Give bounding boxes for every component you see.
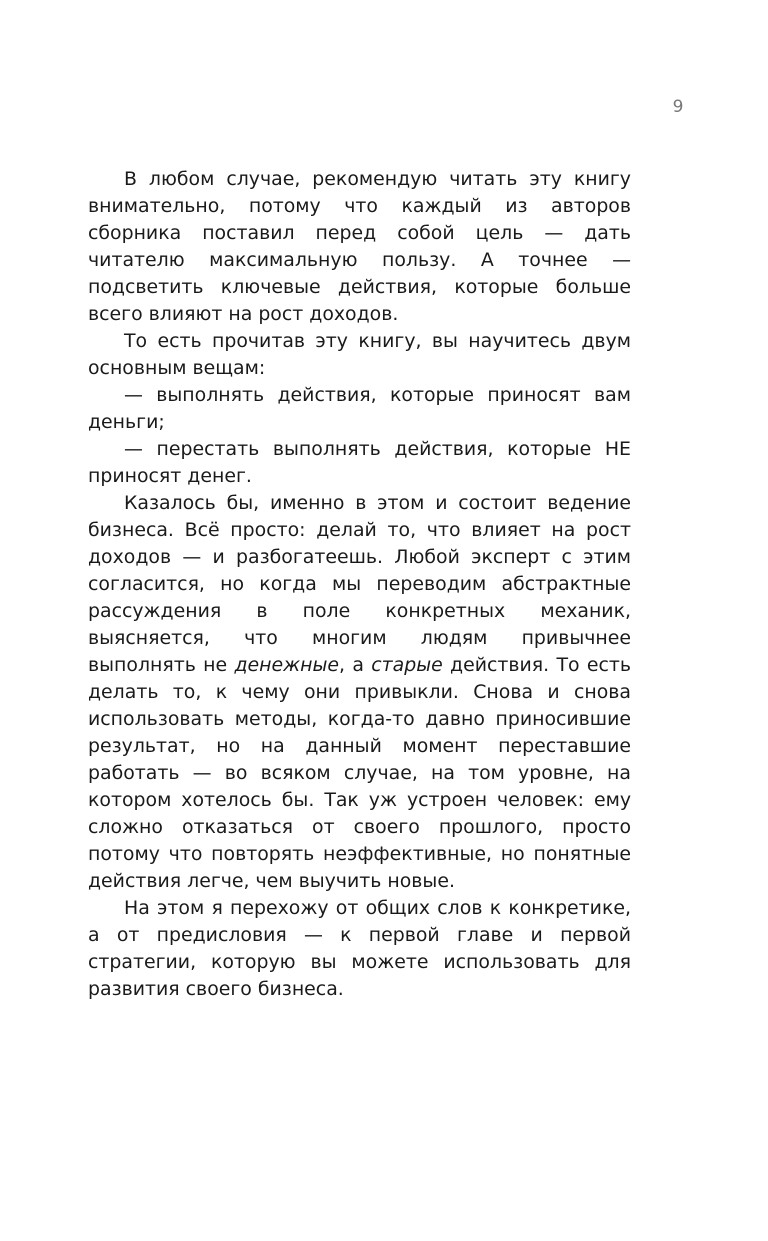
list-item: — выполнять действия, которые приносят вам деньги; bbox=[88, 384, 631, 433]
paragraph: В любом случае, рекомендую читать эту книгу внимательно, потому что каждый из авторов сборника поставил перед собой цель — дать читателю максимальную пользу. А точнее — подсветить ключевые действия, которые больше всего влияют на рост доходов. bbox=[88, 168, 631, 325]
paragraph-text: , а bbox=[339, 654, 372, 676]
paragraph bbox=[88, 490, 631, 895]
emphasis-text: старые bbox=[371, 654, 443, 676]
emphasis-text: денежные bbox=[234, 654, 340, 676]
page-number: 9 bbox=[672, 97, 684, 117]
list-item: — перестать выполнять действия, которые НЕ приносят денег. bbox=[88, 438, 631, 487]
paragraph-text: Казалось бы, именно в этом и состоит ведение бизнеса. Всё просто: делай то, что влияет на рост доходов — и разбогатеешь. Любой эксперт с этим согласится, но когда мы переводим абстрактные рассуждения в поле конкретных механик, выясняется, что многим людям привычнее выполнять не bbox=[88, 492, 631, 676]
paragraph-text: действия. То есть делать то, к чему они привыкли. Снова и снова использовать методы, когда-то давно приносившие результат, но на данный момент переставшие работать — во всяком случае, на том уровне, на котором хотелось бы. Так уж устроен человек: ему сложно отказаться от своего прошлого, просто потому что повторять неэффективные, но понятные действия легче, чем выучить новые. bbox=[88, 654, 632, 892]
paragraph: На этом я перехожу от общих слов к конкретике, а от предисловия — к первой главе и первой стратегии, которую вы можете использовать для развития своего бизнеса. bbox=[88, 897, 631, 1000]
paragraph: То есть прочитав эту книгу, вы научитесь двум основным вещам: bbox=[88, 330, 631, 379]
page-text bbox=[88, 166, 631, 1003]
